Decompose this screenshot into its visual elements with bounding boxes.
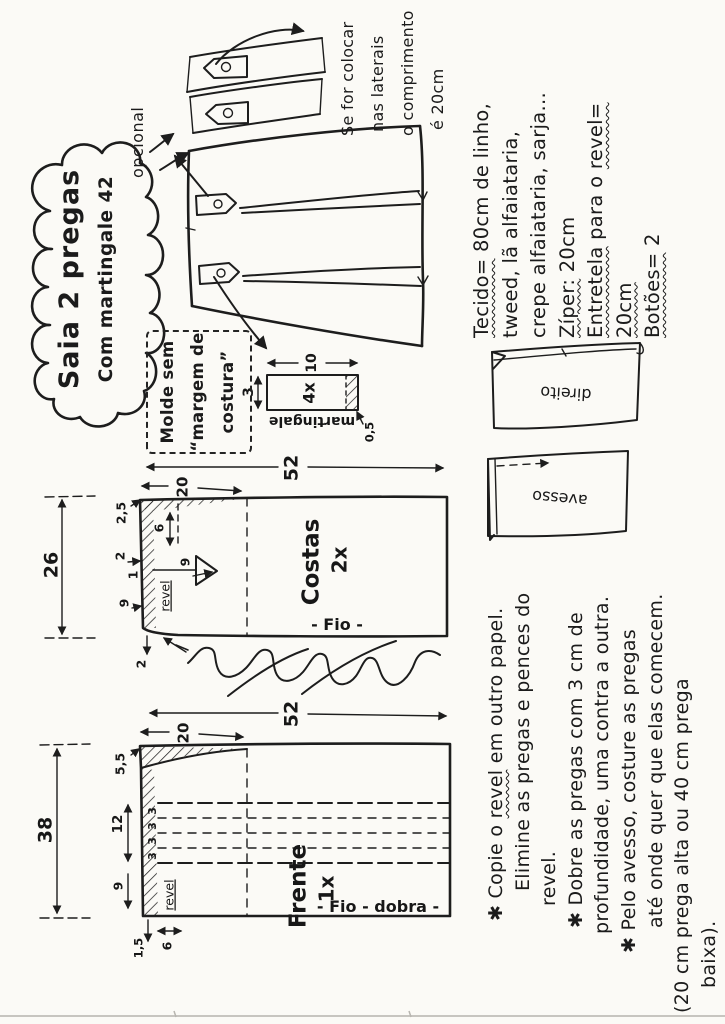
instruction-line-3: revel.: [538, 850, 561, 906]
pattern-title: [48, 140, 148, 418]
molde-note-box: [146, 330, 252, 454]
frente-grain-label: - Fio - dobra -: [316, 897, 440, 916]
costas-25-label: 2,5: [113, 501, 129, 525]
materials-zipper-rest: 20cm: [555, 216, 579, 279]
martingale-end-label: 0,5: [362, 421, 377, 443]
materials-buttons-head: Botões=: [641, 252, 664, 338]
materials-interfacing-revel: revel=: [584, 102, 607, 170]
materials-interfacing-mid: para o: [584, 169, 607, 247]
skirt-sketch: [175, 126, 428, 348]
frente-9-label: 9: [110, 881, 126, 891]
frente-piece: [35, 701, 451, 958]
materials-zipper-head: Zíper:: [555, 278, 579, 338]
waistband-note: [333, 6, 457, 136]
instruction-line-4: ✱ Dobre as pregas com 3 cm de: [564, 612, 587, 928]
costas-2b-label: 2: [133, 659, 149, 669]
costas-20-label: 20: [173, 476, 192, 498]
instructions: [483, 554, 725, 1016]
costas-revel-label: revel: [157, 580, 173, 612]
frente-3-label: 3: [146, 822, 159, 830]
costas-width-label: 26: [40, 551, 63, 579]
materials-buttons-rest: 2: [641, 233, 664, 253]
pleat-direito-sketch: [492, 343, 643, 429]
costas-piece: [41, 455, 448, 669]
pattern-title-line2: Com martingale 42: [96, 175, 117, 383]
materials-line-interfacing: [582, 4, 611, 338]
materials-line-fabric: [468, 4, 497, 338]
materials-interfacing-head: Entretela: [584, 246, 607, 338]
frente-12-label: 12: [110, 814, 126, 834]
martingale-width-label: 10: [304, 353, 320, 373]
frente-name-label: Frente: [285, 843, 312, 929]
instr-1c: em outro papel.: [485, 607, 507, 770]
frente-revel-label: revel: [161, 879, 177, 911]
costas-2-label: 2: [112, 551, 128, 561]
frente-length-label: 52: [280, 700, 303, 728]
costas-qty-label: 2x: [327, 546, 352, 574]
frente-3-label: 3: [146, 852, 159, 860]
costas-length-label: 52: [280, 454, 303, 482]
molde-note-line: costura”: [218, 350, 237, 434]
waistband-note-line: é 20cm: [428, 68, 447, 130]
instruction-line-9: baixa).: [697, 920, 720, 988]
martingale-height-label: 3: [241, 387, 257, 397]
materials-fabric-rest: 80cm de linho,: [470, 102, 493, 259]
waistband-sketch: [187, 30, 325, 133]
martingale-piece: [241, 353, 377, 442]
instr-1a: ✱ Copie o: [485, 818, 507, 921]
instruction-line-1: [483, 554, 510, 1016]
instruction-line-7: até onde quer que elas comecem.: [644, 593, 667, 928]
materials-line: tweed, lã alfaiataria,: [498, 130, 522, 338]
frente-15-label: 1,5: [131, 937, 146, 959]
materials-line: crepe alfaiataria, sarja...: [527, 92, 550, 338]
instr-1b: revel: [485, 769, 507, 819]
instruction-line-6: ✱ Pelo avesso, costure as pregas: [617, 629, 640, 953]
waistband-note-line: nas laterais: [368, 35, 387, 132]
martingale-name-label: martingale: [268, 413, 356, 429]
frente-qty-label: 1x: [314, 875, 339, 903]
materials-line-zipper: [554, 4, 583, 338]
optional-label-text: opcional: [128, 106, 147, 178]
optional-label: [128, 66, 156, 178]
instruction-line-5: profundidade, uma contra a outra.: [591, 595, 614, 934]
avesso-label: avesso: [531, 486, 589, 511]
frente-55-label: 5,5: [112, 752, 128, 776]
pleat-avesso-sketch: [488, 451, 628, 540]
frente-6-label: 6: [159, 941, 175, 951]
costas-grain-label: - Fio -: [311, 615, 363, 634]
materials-notes: [468, 4, 670, 338]
pattern-title-line1: Saia 2 pregas: [54, 168, 85, 390]
waistband-note-line: Se for colocar: [338, 21, 357, 136]
martingale-qty-label: 4x: [299, 382, 319, 404]
materials-line-buttons: [639, 4, 668, 338]
materials-fabric-head: Tecido=: [470, 258, 493, 338]
costas-1-label: 1: [125, 570, 141, 580]
costas-name-label: Costas: [298, 518, 325, 606]
costas-6-label: 6: [151, 523, 167, 533]
costas-9b-label: 9: [116, 598, 132, 608]
costas-dart-9-label: 9: [177, 557, 193, 567]
molde-note-line: Molde sem: [158, 340, 177, 444]
frente-20-label: 20: [174, 722, 193, 744]
instruction-line-2: Elimine as pregas e pences do: [511, 592, 534, 891]
frente-3-label: 3: [146, 807, 159, 815]
waistband-note-line: o comprimento: [398, 10, 417, 136]
molde-note-line: “margem de: [188, 332, 207, 452]
materials-line-interfacing2: [611, 4, 640, 338]
instruction-line-8: (20 cm prega alta ou 40 cm prega: [671, 678, 694, 1013]
frente-3-label: 3: [146, 837, 159, 845]
frente-width-label: 38: [34, 816, 57, 844]
direito-label: direito: [539, 382, 592, 405]
materials-interfacing-amount: 20cm: [612, 282, 636, 338]
signature-scribble: [176, 641, 440, 696]
